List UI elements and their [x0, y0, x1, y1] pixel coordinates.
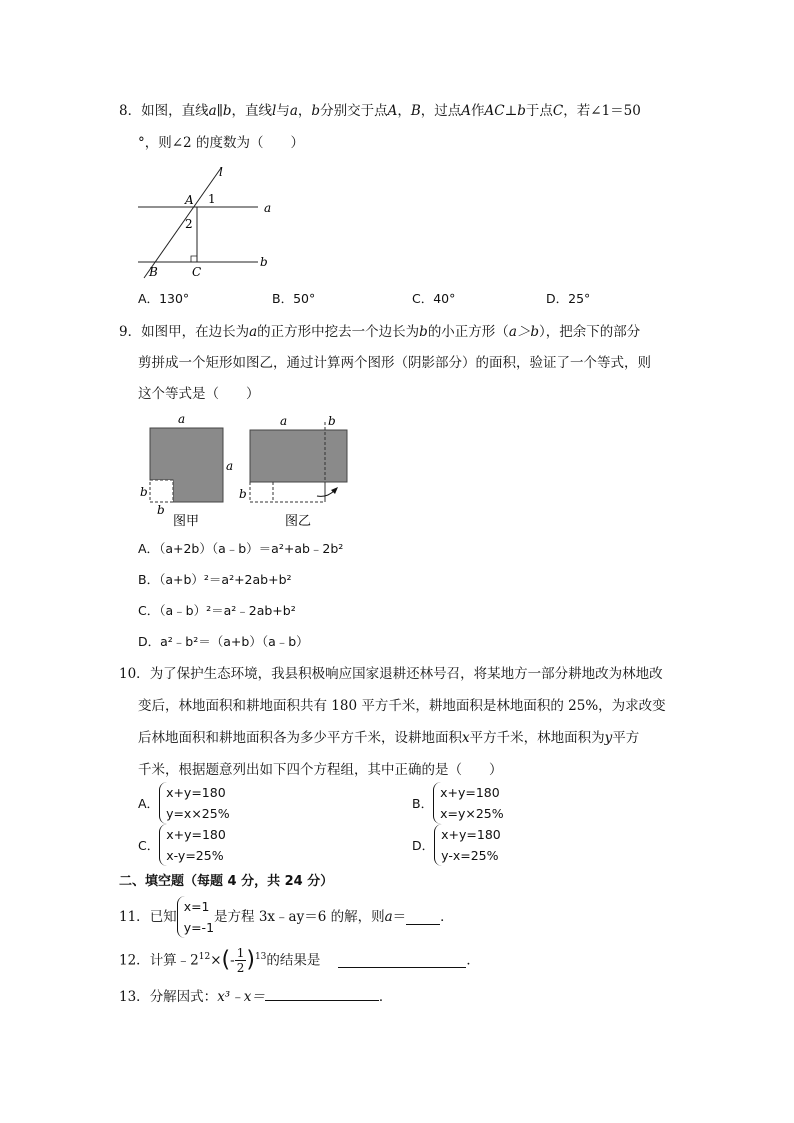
q8-var-a: a — [289, 103, 298, 119]
q8-line2: °，则∠2 的度数为（ ） — [138, 135, 304, 151]
q9-line2: 剪拼成一个矩形如图乙，通过计算两个图形（阴影部分）的面积，验证了一个等式，则 — [138, 355, 651, 371]
option-label: C． — [138, 603, 160, 618]
caption-jia: 图甲 — [173, 514, 200, 529]
q8-perp: AC⊥b — [484, 103, 526, 119]
q10-line4: 千米，根据题意列出如下四个方程组，其中正确的是（ ） — [138, 762, 503, 778]
q13-answer-blank[interactable] — [265, 986, 379, 1001]
equation-1: x+y=180 — [166, 785, 226, 800]
option-text: （a+b）²＝a²+2ab+b² — [159, 572, 292, 587]
equation-2: x=y×25% — [440, 806, 504, 821]
q10-option-b[interactable] — [412, 782, 504, 824]
q8-text: ，直线 — [231, 103, 273, 119]
q9-option-a[interactable] — [138, 539, 343, 559]
q8-number: 8． — [119, 103, 142, 119]
option-text: 130° — [159, 291, 190, 306]
q9-text: ），把余下的部分 — [539, 324, 641, 340]
q9-text: 如图甲，在边长为 — [141, 324, 250, 340]
option-text: 25° — [568, 291, 591, 306]
equation-system — [433, 782, 504, 824]
label-b: b — [260, 255, 268, 269]
q12-number: 12． — [119, 952, 150, 969]
label-A: A — [185, 193, 194, 207]
option-label: B． — [272, 291, 294, 306]
q10-option-a[interactable] — [138, 782, 230, 824]
q13-text: 分解因式： — [149, 989, 218, 1005]
equation-system — [159, 824, 226, 866]
yi-label-b-top: b — [328, 414, 336, 428]
q8-option-c[interactable] — [412, 289, 455, 309]
q8-parallel: a∥b — [208, 103, 232, 119]
label-C: C — [192, 265, 202, 279]
q9-option-c[interactable] — [138, 601, 296, 621]
q9-option-b[interactable] — [138, 570, 292, 590]
q11-text: 是方程 3x﹣ay＝6 的解，则 — [214, 909, 385, 925]
q9-number: 9． — [119, 324, 142, 340]
q12-exponent-2: 13 — [254, 952, 267, 962]
option-label: B． — [412, 796, 434, 811]
equation-2: y-x=25% — [441, 848, 499, 863]
q11-text: ＝ — [392, 909, 407, 925]
q12-text: 的结果是 — [266, 952, 321, 969]
option-label: C． — [412, 291, 434, 306]
q13-expression: x³﹣x＝ — [217, 989, 265, 1005]
fig-jia-removed-square — [150, 480, 173, 502]
option-label: B． — [138, 572, 160, 587]
q9-text: 的小正方形（ — [427, 324, 509, 340]
q8-text: ，过点 — [420, 103, 462, 119]
equation-1: x=1 — [183, 899, 210, 914]
q8-point-B: B — [410, 103, 421, 119]
q8-text: 于点 — [525, 103, 553, 119]
jia-label-b-side: b — [140, 485, 148, 499]
yi-label-a-top: a — [280, 414, 288, 428]
q11-var-a: a — [384, 909, 393, 925]
q13-number: 13． — [119, 989, 150, 1005]
q9-figure — [135, 410, 360, 532]
q8-line1 — [119, 101, 641, 121]
yi-label-b-side: b — [239, 487, 247, 501]
q8-option-d[interactable] — [546, 289, 590, 309]
q8-text: 与 — [276, 103, 290, 119]
q10-number: 10． — [119, 666, 150, 682]
section-title: 二、填空题（每题 4 分，共 24 分） — [119, 874, 334, 889]
option-label: D． — [412, 838, 435, 853]
q8-option-a[interactable] — [138, 289, 189, 309]
jia-label-a-top: a — [178, 412, 186, 426]
q12-answer-blank[interactable] — [338, 953, 466, 968]
q8-text: ， — [397, 103, 411, 119]
option-text: （a﹣b）²＝a²﹣2ab+b² — [159, 603, 296, 618]
q10-line2: 变后，林地面积和耕地面积共有 180 平方千米，耕地面积是林地面积的 25%，为求改变 — [138, 698, 666, 714]
fraction-numerator: 1 — [236, 946, 245, 960]
q8-option-b[interactable] — [272, 289, 315, 309]
q12-exponent-1: 12 — [198, 952, 211, 962]
equation-system — [159, 782, 230, 824]
q11-text: ． — [440, 909, 454, 925]
option-label: A． — [138, 291, 160, 306]
q9-var-b: b — [419, 324, 428, 340]
label-a: a — [264, 201, 272, 215]
q8-point-A: A — [387, 103, 398, 119]
option-label: A． — [138, 796, 160, 811]
q11-system — [177, 896, 214, 938]
q9-text: 的正方形中挖去一个边长为 — [257, 324, 420, 340]
q10-line1 — [119, 664, 663, 684]
option-text: 40° — [433, 291, 456, 306]
q8-text: 如图，直线 — [141, 103, 209, 119]
q12-times: × — [210, 952, 222, 969]
caption-yi: 图乙 — [285, 514, 312, 529]
q8-var-b: b — [311, 103, 321, 119]
equation-system — [434, 824, 501, 866]
option-label: D． — [138, 634, 161, 649]
q8-point-C: C — [552, 103, 564, 119]
q9-line1 — [119, 322, 640, 342]
q11-number: 11． — [119, 909, 150, 925]
q8-point-A: A — [461, 103, 471, 119]
q12-paren-close: ) — [246, 947, 255, 973]
q8-text: ， — [297, 103, 312, 119]
label-l: l — [219, 165, 223, 179]
q13 — [119, 986, 392, 1007]
equation-2: y=-1 — [183, 920, 215, 935]
jia-label-b-bottom: b — [157, 503, 165, 517]
q9-option-d[interactable] — [138, 632, 309, 652]
q8-text: ，若∠1＝50 — [563, 103, 641, 119]
q10-text: 平方 — [612, 730, 640, 746]
option-text: a²﹣b²＝（a+b）（a﹣b） — [160, 634, 309, 649]
equation-2: x-y=25% — [166, 848, 224, 863]
equation-1: x+y=180 — [440, 785, 500, 800]
q12-fraction — [235, 946, 247, 975]
equation-1: x+y=180 — [441, 827, 501, 842]
option-text: （a+2b）（a﹣b）＝a²+ab﹣2b² — [159, 541, 344, 556]
q9-condition: a＞b — [508, 324, 540, 340]
q13-text: ． — [378, 989, 393, 1005]
q8-var-l: l — [272, 103, 277, 119]
jia-label-a-side: a — [226, 459, 234, 473]
q10-text: 平方千米，林地面积为 — [469, 730, 605, 746]
q10-var-x: x — [462, 730, 470, 746]
q10-text: 为了保护生态环境，我县积极响应国家退耕还林号召，将某地方一部分耕地改为林地改 — [149, 666, 663, 682]
label-B: B — [149, 265, 158, 279]
fraction-denominator: 2 — [236, 961, 245, 975]
option-label: D． — [546, 291, 569, 306]
q10-var-y: y — [604, 730, 613, 746]
q12-text: 计算﹣2 — [149, 952, 199, 969]
q8-text: 作 — [471, 103, 485, 119]
q10-option-c[interactable] — [138, 824, 226, 866]
label-angle-2: 2 — [185, 217, 193, 231]
q8-figure — [134, 162, 284, 280]
label-angle-1: 1 — [208, 192, 216, 206]
fig-yi-dashed-strip — [250, 482, 325, 502]
option-label: A． — [138, 541, 160, 556]
q11-answer-blank[interactable] — [406, 910, 440, 925]
q12-text: ． — [466, 952, 480, 969]
option-text: 50° — [293, 291, 316, 306]
q12-neg: - — [230, 952, 235, 969]
q12 — [119, 946, 480, 975]
equation-2: y=x×25% — [166, 806, 230, 821]
q9-line3: 这个等式是（ ） — [138, 386, 260, 402]
q9-var-a: a — [249, 324, 258, 340]
q12-paren-open: ( — [221, 947, 231, 973]
q10-text: 后林地面积和耕地面积各为多少平方千米，设耕地面积 — [138, 730, 462, 746]
q11 — [119, 896, 454, 938]
q11-text: 已知 — [149, 909, 177, 925]
q8-text: 分别交于点 — [320, 103, 388, 119]
fig-yi-shaded — [250, 430, 347, 482]
option-label: C． — [138, 838, 160, 853]
q10-line3 — [138, 728, 639, 748]
q10-option-d[interactable] — [412, 824, 501, 866]
equation-1: x+y=180 — [166, 827, 226, 842]
right-angle-mark — [191, 256, 197, 262]
